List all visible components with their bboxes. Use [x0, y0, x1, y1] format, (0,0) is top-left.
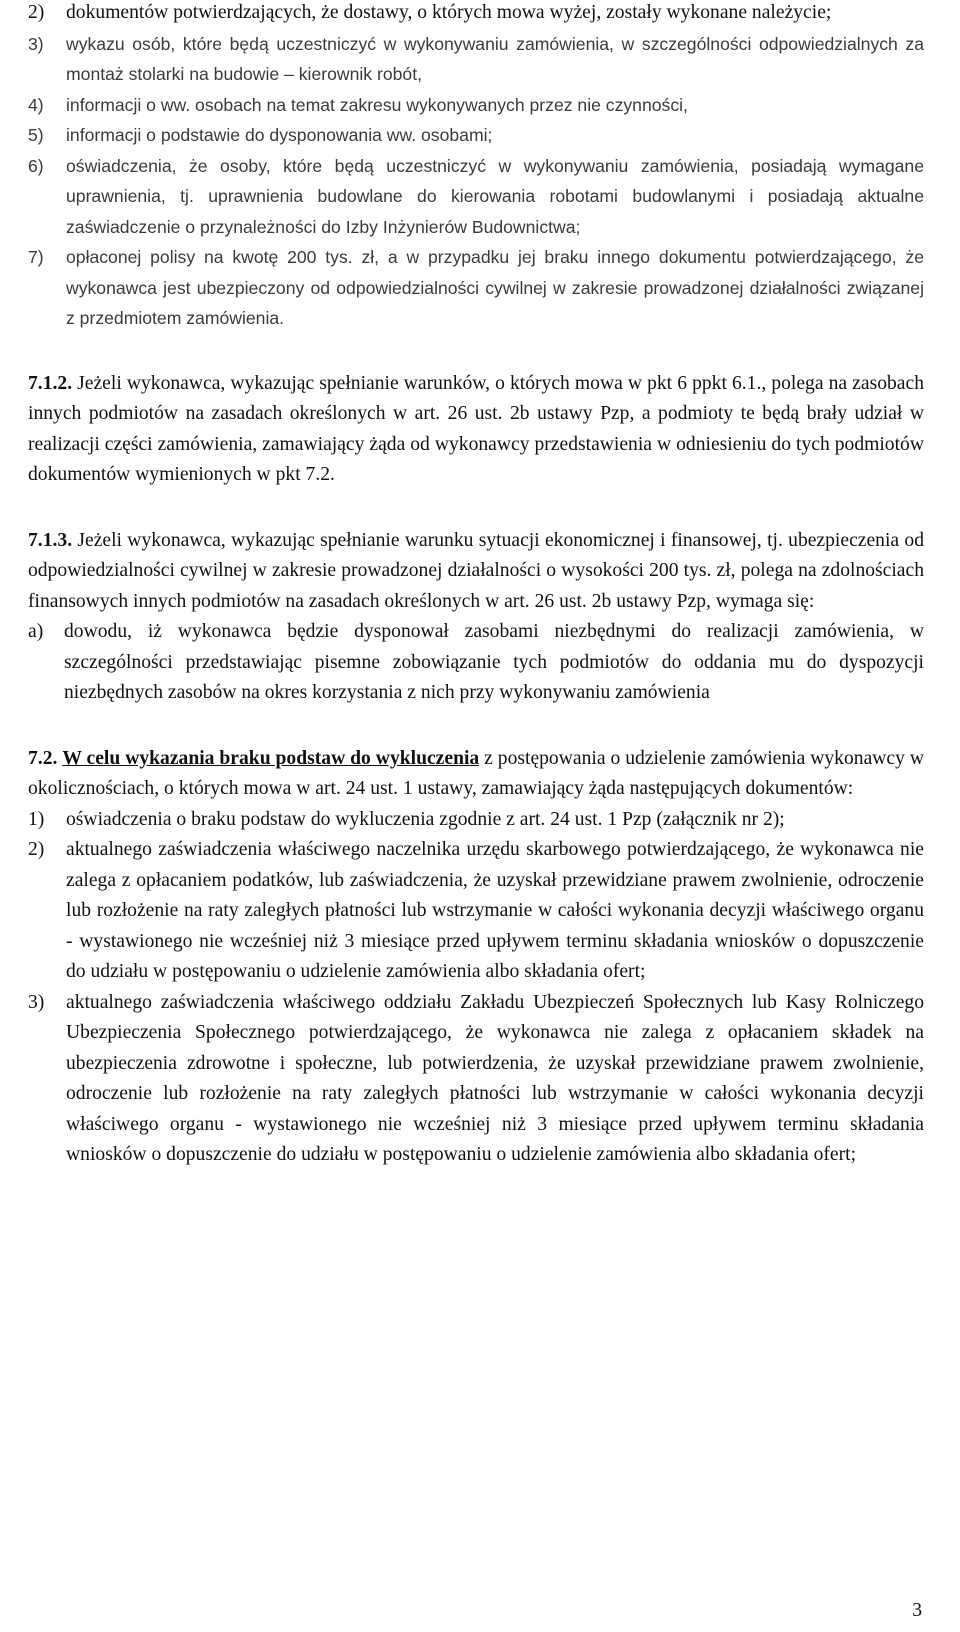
section-7-1-3 [28, 526, 924, 618]
spacer [28, 334, 924, 369]
section-text: z postępowania o udzielenie zamówienia wykonawcy w okolicznościach, o których mowa w art. 24 ust. 1 ustawy, zamawiający żąda następujących dokumentów: [28, 747, 924, 799]
list-item [28, 120, 924, 151]
list-item [28, 151, 924, 243]
requirements-list [28, 0, 924, 334]
spacer [28, 709, 924, 744]
section-text: Jeżeli wykonawca, wykazując spełnianie warunku sytuacji ekonomicznej i finansowej, tj. ubezpieczenia od odpowiedzialności cywilnej w zakresie prowadzonej działalności o wysokości 200 tys. zł, polega na zdolnościach finansowych innych podmiotów na zasadach określonych w art. 26 ust. 2b ustawy Pzp, wymaga się: [28, 529, 924, 612]
spacer [28, 491, 924, 526]
section-label: 7.1.3. [28, 529, 73, 551]
list-item-number: 2) [28, 839, 45, 860]
list-item [28, 988, 924, 1171]
list-item-text: wykazu osób, które będą uczestniczyć w wykonywaniu zamówienia, w szczególności odpowiedzialnych za montaż stolarki na budowie – kierownik robót, [66, 33, 924, 84]
list-item-number: 2) [28, 2, 45, 23]
list-item-number: 1) [28, 808, 45, 830]
list-item-text: opłaconej polisy na kwotę 200 tys. zł, a w przypadku jej braku innego dokumentu potwierdzającego, że wykonawca jest ubezpieczony od odpowiedzialności cywilnej w zakresie prowadzonej działalności związanej z przedmiotem zamówienia. [66, 247, 924, 328]
list-item-number: 5) [28, 125, 44, 145]
list-item-number: a) [28, 621, 44, 642]
list-item [28, 805, 924, 836]
list-item-number: 6) [28, 155, 44, 176]
list-item [28, 835, 924, 988]
list-item [28, 617, 924, 709]
document-page [28, 0, 924, 1171]
list-item [28, 90, 924, 121]
list-item [28, 242, 924, 334]
list-item-number: 4) [28, 94, 44, 115]
section-label: 7.1.2. [28, 372, 73, 394]
section-text: Jeżeli wykonawca, wykazując spełnianie warunków, o których mowa w pkt 6 ppkt 6.1., polega na zasobach innych podmiotów na zasadach określonych w art. 26 ust. 2b ustawy Pzp, a podmioty te będą brały udział w realizacji części zamówienia, zamawiający żąda od wykonawcy przedstawienia w odniesieniu do tych podmiotów dokumentów wymienionych w pkt 7.2. [28, 372, 924, 485]
list-item [28, 29, 924, 90]
list-item-text: informacji o ww. osobach na temat zakresu wykonywanych przez nie czynności, [66, 94, 688, 115]
exclusion-documents-list [28, 805, 924, 1171]
section-7-1-2 [28, 369, 924, 491]
list-item-text: aktualnego zaświadczenia właściwego naczelnika urzędu skarbowego potwierdzającego, że wykonawca nie zalega z opłacaniem podatków, lub zaświadczenia, że uzyskał przewidziane prawem zwolnienie, odroczenie lub rozłożenie na raty zaległych płatności lub wstrzymanie w całości wykonania decyzji właściwego organu - wystawionego nie wcześniej niż 3 miesiące przed upływem terminu składania wniosków o dopuszczenie do udziału w postępowaniu o udzielenie zamówienia albo składania ofert; [66, 839, 924, 982]
list-item-number: 3) [28, 33, 44, 54]
section-7-2 [28, 744, 924, 805]
list-item-number: 7) [28, 247, 44, 267]
page-number: 3 [912, 1600, 922, 1621]
list-item-number: 3) [28, 991, 45, 1013]
list-item-text: informacji o podstawie do dysponowania ww. osobami; [66, 125, 493, 145]
section-label: 7.2. [28, 747, 58, 769]
list-item-text: oświadczenia, że osoby, które będą uczestniczyć w wykonywaniu zamówienia, posiadają wymagane uprawnienia, tj. uprawnienia budowlane do kierowania robotami budowlanymi i posiadają aktualne zaświadczenie o przynależności do Izby Inżynierów Budownictwa; [66, 155, 924, 237]
list-item-text: aktualnego zaświadczenia właściwego oddziału Zakładu Ubezpieczeń Społecznych lub Kasy Rolniczego Ubezpieczenia Społecznego potwierdzającego, że wykonawca nie zalega z opłacaniem składek na ubezpieczenia zdrowotne i społeczne, lub potwierdzenia, że uzyskał przewidziane prawem zwolnienie, odroczenie lub rozłożenie na raty zaległych płatności lub wstrzymanie w całości wykonania decyzji właściwego organu - wystawionego nie wcześniej niż 3 miesiące przed upływem terminu składania wniosków o dopuszczenie do udziału w postępowaniu o udzielenie zamówienia albo składania ofert; [66, 991, 924, 1165]
list-item-text: dokumentów potwierdzających, że dostawy, o których mowa wyżej, zostały wykonane należycie; [66, 2, 832, 23]
list-item [28, 0, 924, 29]
list-item-text: dowodu, iż wykonawca będzie dysponował zasobami niezbędnymi do realizacji zamówienia, w szczególności przedstawiając pisemne zobowiązanie tych podmiotów do oddania mu do dyspozycji niezbędnych zasobów na okres korzystania z nich przy wykonywaniu zamówienia [64, 621, 924, 703]
list-item-text: oświadczenia o braku podstaw do wykluczenia zgodnie z art. 24 ust. 1 Pzp (załącznik nr 2); [66, 808, 785, 830]
section-emphasis: W celu wykazania braku podstaw do wykluczenia [62, 747, 480, 769]
